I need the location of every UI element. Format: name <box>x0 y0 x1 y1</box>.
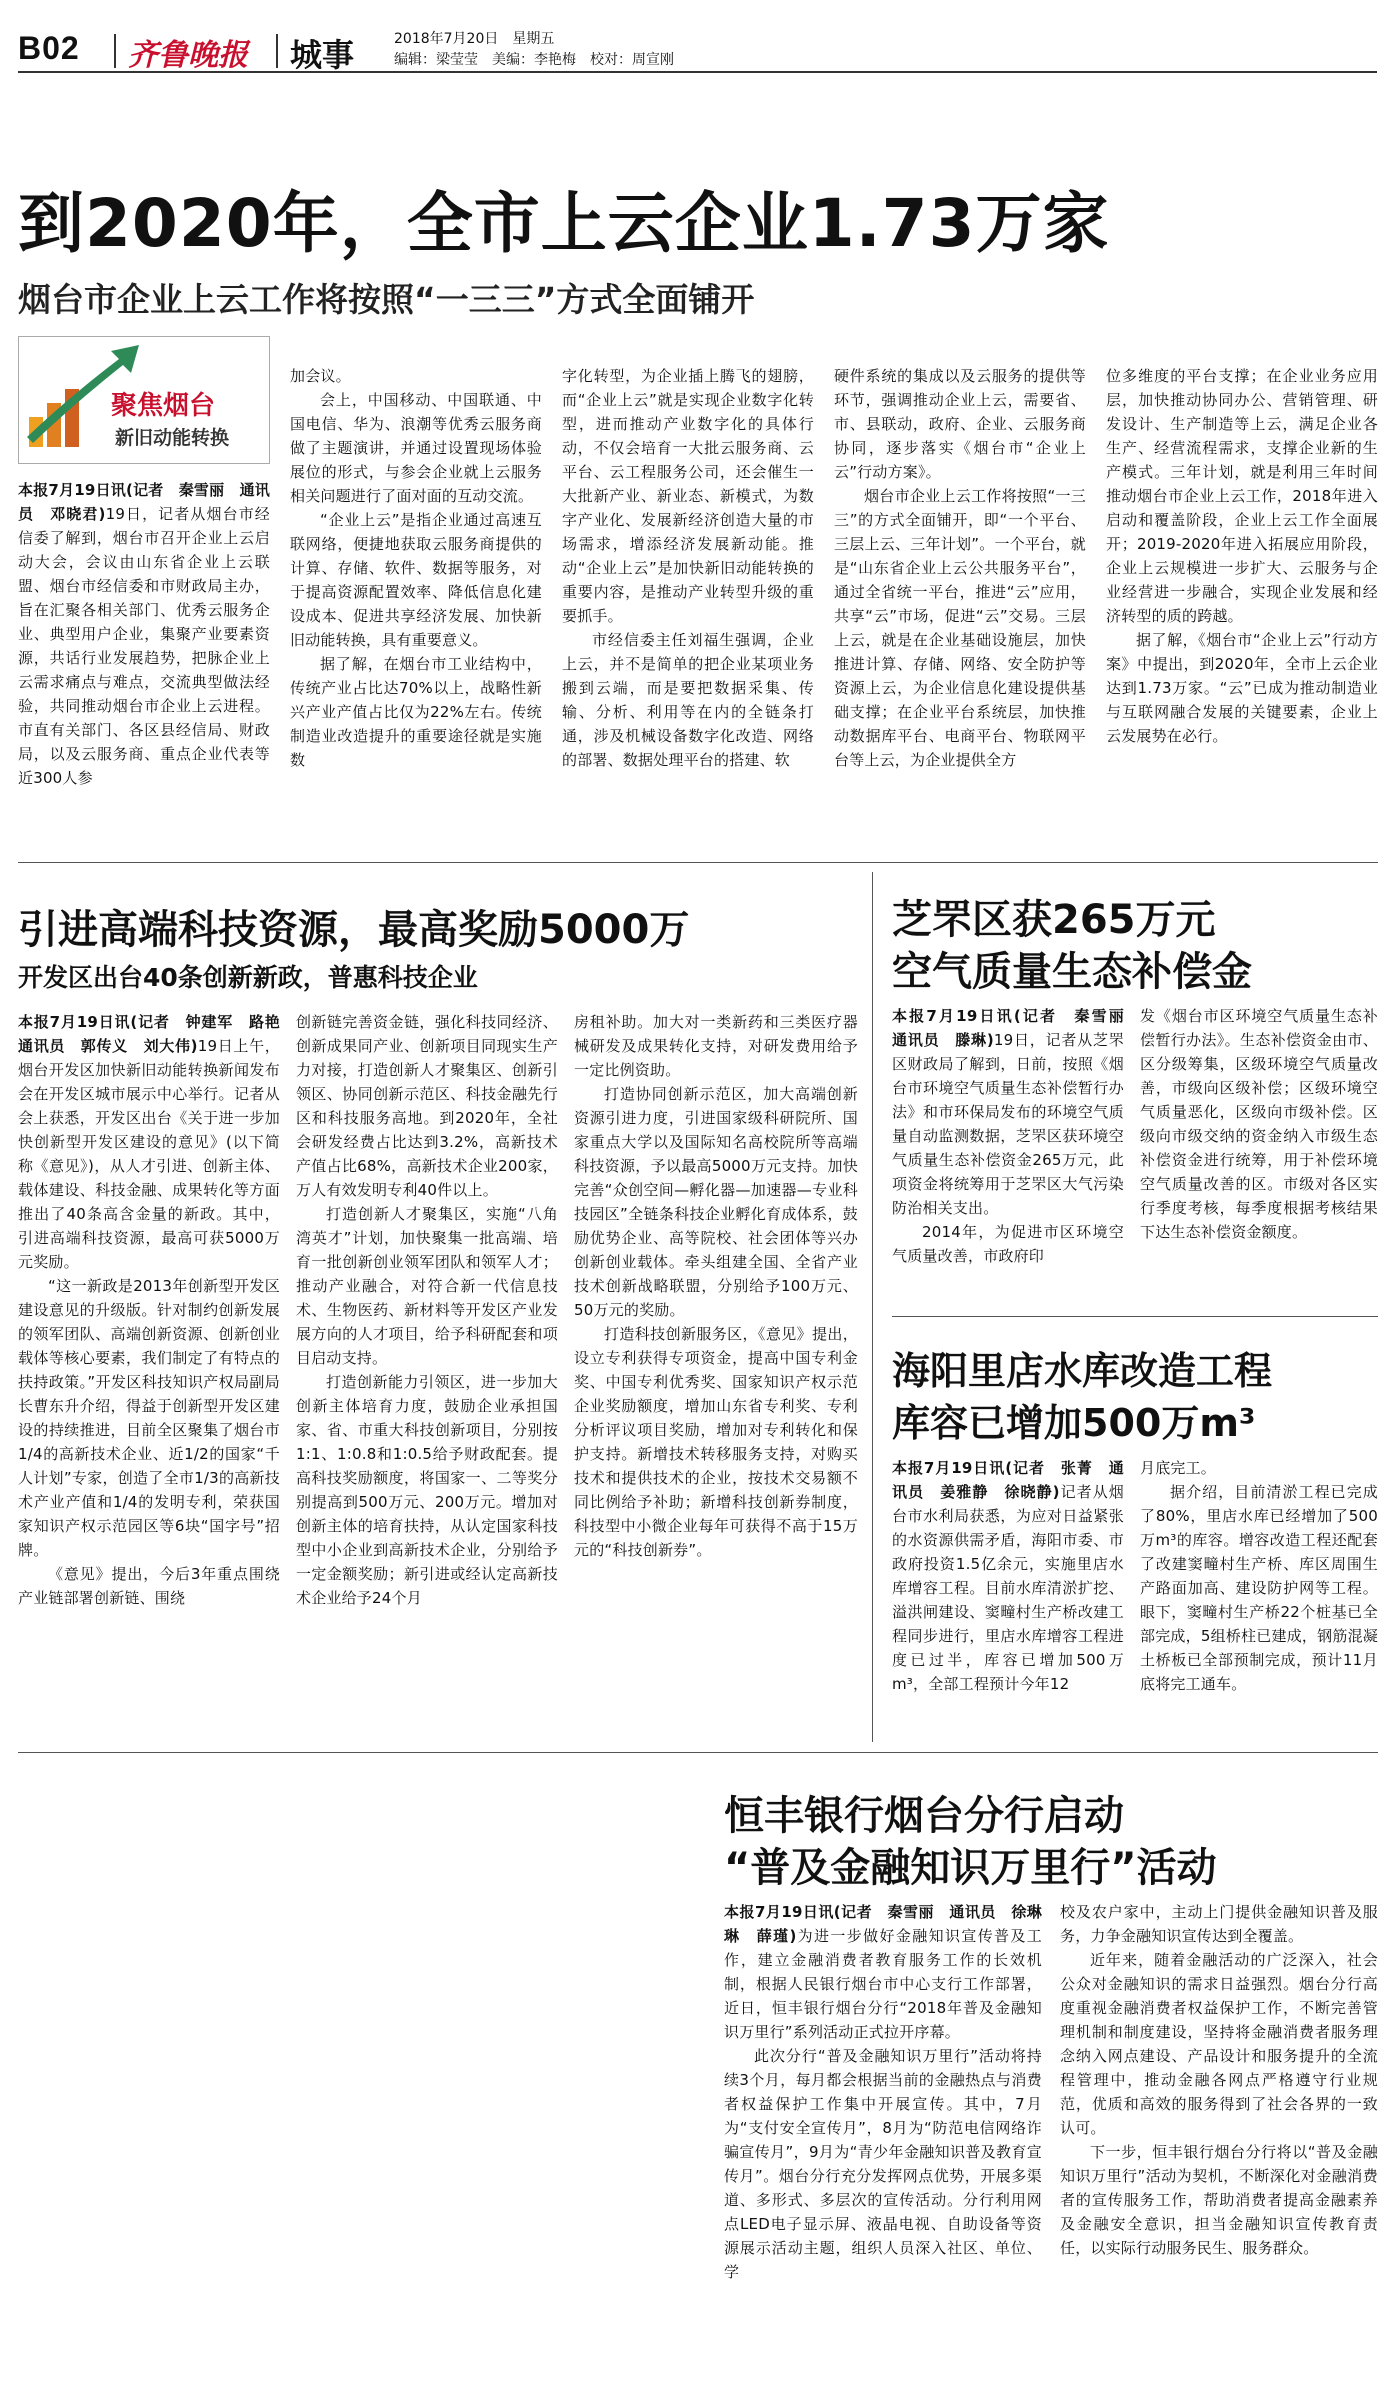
column-badge <box>18 336 270 464</box>
article2-headline: 引进高端科技资源，最高奖励5000万 <box>18 907 690 953</box>
article1-subhead: 烟台市企业上云工作将按照“一三三”方式全面铺开 <box>18 280 755 319</box>
article1-column-3: 字化转型，为企业插上腾飞的翅膀，而“企业上云”就是实现企业数字化转型，进而推动产业数字化的具体行动，不仅会培育一大批云服务商、云平台、云工程服务公司，还会催生一大批新产业、新业态、新模式，为数字产业化、发展新经济创造大量的市场需求，增添经济发展新动能。推动“企业上云”是加快新旧动能转换的重要内容，是推动产业转型升级的重要抓手。 市经信委主任刘福生强调，企业上云，并不是简单的把企业某项业务搬到云端，而是要把数据采集、传输、分析、利用等在内的全链条打通，涉及机械设备数字化改造、网络的部署、数据处理平台的搭建、软 <box>562 367 814 769</box>
badge-title: 聚焦烟台 <box>111 391 216 421</box>
article3-column-2: 发《烟台市区环境空气质量生态补偿暂行办法》。生态补偿资金由市、区分级筹集，区级环境空气质量改善，市级向区级补偿；区级环境空气质量恶化，区级向市级补偿。区级向市级交纳的资金纳入市级生态补偿资金进行统筹，用于补偿环境空气质量改善的区。市级对各区实行季度考核，每季度根据考核结果下达生态补偿资金额度。 <box>1140 1007 1378 1241</box>
article2-dateline: 本报7月19日讯(记者 钟建军 路艳 通讯员 郭传义 刘大伟) <box>18 1013 296 1055</box>
article4-column-1: 本报7月19日讯(记者 张菁 通讯员 姜雅静 徐晓静)记者从烟台市水利局获悉，为应对日益紧张的水资源供需矛盾，海阳市委、市政府投资1.5亿余元，实施里店水库增容工程。目前水库清淤扩挖、溢洪闸建设、窦疃村生产桥改建工程同步进行，里店水库增容工程进度已过半，库容已增加500万m³，全部工程预计今年12 <box>892 1459 1124 1693</box>
article5-column-1: 本报7月19日讯(记者 秦雪丽 通讯员 徐琳琳 薛瑾)为进一步做好金融知识宣传普及工作，建立金融消费者教育服务工作的长效机制，根据人民银行烟台市中心支行工作部署，近日，恒丰银行烟台分行“2018年普及金融知识万里行”系列活动正式拉开序幕。 此次分行“普及金融知识万里行”活动将持续3个月，每月都会根据当前的金融热点与消费者权益保护工作集中开展宣传。其中，7月为“支付安全宣传月”，8月为“防范电信网络诈骗宣传月”，9月为“青少年金融知识普及教育宣传月”。烟台分行充分发挥网点优势，开展多渠道、多形式、多层次的宣传活动。分行利用网点LED电子显示屏、液晶电视、自助设备等资源展示活动主题，组织人员深入社区、单位、学 <box>724 1903 1042 2281</box>
article1-column-2: 加会议。 会上，中国移动、中国联通、中国电信、华为、浪潮等优秀云服务商做了主题演讲，并通过设置现场体验展位的形式，与参会企业就上云服务相关问题进行了面对面的互动交流。 “企业上云”是指企业通过高速互联网络，便捷地获取云服务商提供的计算、存储、软件、数据等服务，对于提高资源配置效率、降低信息化建设成本、促进共享经济发展、加快新旧动能转换，具有重要意义。 据了解，在烟台市工业结构中，传统产业占比达70%以上，战略性新兴产业产值占比仅为22%左右。传统制造业改造提升的重要途径就是实施数 <box>290 367 542 769</box>
masthead-divider <box>276 34 278 68</box>
article4-column-2: 月底完工。 据介绍，目前清淤工程已完成了80%，里店水库已经增加了500万m³的库容。增容改造工程还配套了改建窦疃村生产桥、库区周围生产路面加高、建设防护网等工程。眼下，窦疃村生产桥22个桩基已全部完成，5组桥柱已建成，钢筋混凝土桥板已全部预制完成，预计11月底将完工通车。 <box>1140 1459 1378 1693</box>
paper-logo: 齐鲁晚报 <box>128 38 248 73</box>
article-divider <box>892 1316 1378 1317</box>
section-divider <box>18 1752 1378 1753</box>
badge-subtitle: 新旧动能转换 <box>115 427 230 449</box>
article4-headline-line2: 库容已增加500万m³ <box>892 1401 1256 1445</box>
section-name: 城事 <box>290 36 355 74</box>
staff-credits: 编辑：梁莹莹 美编：李艳梅 校对：周宣刚 <box>394 52 674 68</box>
article3-headline-line2: 空气质量生态补偿金 <box>892 949 1252 995</box>
article1-column-5: 位多维度的平台支撑；在企业业务应用层，加快推动协同办公、营销管理、研发设计、生产制造等上云，满足企业各生产、经营流程需求，支撑企业新的生产模式。三年计划，就是利用三年时间推动烟台市企业上云工作，2018年进入启动和覆盖阶段，企业上云工作全面展开；2019-2020年进入拓展应用阶段，企业上云规模进一步扩大、云服务与企业经营进一步融合，实现企业发展和经济转型的质的跨越。 据了解，《烟台市“企业上云”行动方案》中提出，到2020年，全市上云企业达到1.73万家。“云”已成为推动制造业与互联网融合发展的关键要素，企业上云发展势在必行。 <box>1106 367 1378 745</box>
masthead <box>18 28 1377 73</box>
article2-column-3: 房租补助。加大对一类新药和三类医疗器械研发及成果转化支持，对研发费用给予一定比例资助。 打造协同创新示范区，加大高端创新资源引进力度，引进国家级科研院所、国家重点大学以及国际知名高校院所等高端科技资源，予以最高5000万元支持。加快完善“众创空间—孵化器—加速器—专业科技园区”全链条科技企业孵化育成体系，鼓励优势企业、高等院校、社会团体等兴办创新创业载体。牵头组建全国、全省产业技术创新战略联盟，分别给予100万元、50万元的奖励。 打造科技创新服务区，《意见》提出，设立专利获得专项资金，提高中国专利金奖、中国专利优秀奖、国家知识产权示范企业奖励额度，增加山东省专利奖、专利分析评议项目奖励，增加对专利转化和保护支持。新增技术转移服务支持，对购买技术和提供技术的企业，按技术交易额不同比例给予补助；新增科技创新券制度，科技型中小微企业每年可获得不高于15万元的“科技创新券”。 <box>574 1013 858 1559</box>
masthead-divider <box>114 34 116 68</box>
article1-headline: 到2020年，全市上云企业1.73万家 <box>18 185 1110 262</box>
article4-dateline: 本报7月19日讯(记者 张菁 通讯员 姜雅静 徐晓静) <box>892 1459 1124 1501</box>
article2-column-1: 本报7月19日讯(记者 钟建军 路艳 通讯员 郭传义 刘大伟)19日上午，烟台开发区加快新旧动能转换新闻发布会在开发区城市展示中心举行。记者从会上获悉，开发区出台《关于进一步加快创新型开发区建设的意见》(以下简称《意见》)，从人才引进、创新主体、载体建设、科技金融、成果转化等方面推出了40条高含金量的新政。其中，引进高端科技资源，最高可获5000万元奖励。 “这一新政是2013年创新型开发区建设意见的升级版。针对制约创新发展的领军团队、高端创新资源、创新创业载体等核心要素，我们制定了有特点的扶持政策。”开发区科技知识产权局副局长曹东升介绍，得益于创新型开发区建设的持续推进，目前全区聚集了烟台市1/4的高新技术企业、近1/2的国家“千人计划”专家，创造了全市1/3的高新技术产业产值和1/4的发明专利，荣获国家知识产权示范园区等6块“国字号”招牌。 《意见》提出，今后3年重点围绕产业链部署创新链、围绕 <box>18 1013 296 1607</box>
article1-dateline: 本报7月19日讯(记者 秦雪丽 通讯员 邓晓君) <box>18 481 270 523</box>
column-divider <box>872 872 873 1742</box>
article5-headline-line1: 恒丰银行烟台分行启动 <box>724 1793 1124 1839</box>
article5-column-2: 校及农户家中，主动上门提供金融知识普及服务，力争金融知识宣传达到全覆盖。 近年来，随着金融活动的广泛深入，社会公众对金融知识的需求日益强烈。烟台分行高度重视金融消费者权益保护工作，不断完善管理机制和制度建设，坚持将金融消费者服务理念纳入网点建设、产品设计和服务提升的全流程管理中，推动金融各网点严格遵守行业规范，优质和高效的服务得到了社会各界的一致认可。 下一步，恒丰银行烟台分行将以“普及金融知识万里行”活动为契机，不断深化对金融消费者的宣传服务工作，帮助消费者提高金融素养及金融安全意识，担当金融知识宣传教育责任，以实际行动服务民生、服务群众。 <box>1060 1903 1378 2257</box>
section-divider <box>18 862 1378 863</box>
article1-column-1: 本报7月19日讯(记者 秦雪丽 通讯员 邓晓君)19日，记者从烟台市经信委了解到，烟台市召开企业上云启动大会，会议由山东省企业上云联盟、烟台市经信委和市财政局主办，旨在汇聚各相关部门、优秀云服务企业、典型用户企业，集聚产业要素资源，共话行业发展趋势，把脉企业上云需求痛点与难点，交流典型做法经验，共同推动烟台市企业上云进程。市直有关部门、各区县经信局、财政局，以及云服务商、重点企业代表等近300人参 <box>18 481 270 787</box>
page-number: B02 <box>18 30 80 66</box>
article2-subhead: 开发区出台40条创新新政，普惠科技企业 <box>18 963 478 992</box>
article4-headline-line1: 海阳里店水库改造工程 <box>892 1349 1273 1393</box>
article3-column-1: 本报7月19日讯(记者 秦雪丽 通讯员 滕琳)19日，记者从芝罘区财政局了解到，日前，按照《烟台市环境空气质量生态补偿暂行办法》和市环保局发布的环境空气质量自动监测数据，芝罘区获环境空气质量生态补偿资金265万元，此项资金将统筹用于芝罘区大气污染防治相关支出。 2014年，为促进市区环境空气质量改善，市政府印 <box>892 1007 1140 1265</box>
article5-headline-line2: “普及金融知识万里行”活动 <box>724 1845 1217 1891</box>
article1-column-4: 硬件系统的集成以及云服务的提供等环节，强调推动企业上云，需要省、市、县联动，政府、企业、云服务商协同，逐步落实《烟台市“企业上云”行动方案》。 烟台市企业上云工作将按照“一三三”的方式全面铺开，即“一个平台、三层上云、三年计划”。一个平台，就是“山东省企业上云公共服务平台”，通过全省统一平台，推进“云”应用，共享“云”市场，促进“云”交易。三层上云，就是在企业基础设施层，加快推进计算、存储、网络、安全防护等资源上云，为企业信息化建设提供基础支撑；在企业平台系统层，加快推动数据库平台、电商平台、物联网平台等上云，为企业提供全方 <box>834 367 1086 769</box>
issue-date: 2018年7月20日 星期五 <box>394 31 555 47</box>
article5-dateline: 本报7月19日讯(记者 秦雪丽 通讯员 徐琳琳 薛瑾) <box>724 1903 1042 1945</box>
article2-column-2: 创新链完善资金链，强化科技同经济、创新成果同产业、创新项目同现实生产力对接，打造创新人才聚集区、创新引领区、协同创新示范区、科技金融先行区和科技服务高地。到2020年，全社会研发经费占比达到3.2%，高新技术产值占比68%，高新技术企业200家，万人有效发明专利40件以上。 打造创新人才聚集区，实施“八角湾英才”计划，加快聚集一批高端、培育一批创新创业领军团队和领军人才；推动产业融合，对符合新一代信息技术、生物医药、新材料等开发区产业发展方向的人才项目，给予科研配套和项目启动支持。 打造创新能力引领区，进一步加大创新主体培育力度，鼓励企业承担国家、省、市重大科技创新项目，分别按1:1、1:0.8和1:0.5给予财政配套。提高科技奖励额度，将国家一、二等奖分别提高到500万元、200万元。增加对创新主体的培育扶持，从认定国家科技型中小企业到高新技术企业，分别给予一定金额奖励；新引进或经认定高新技术企业给予24个月 <box>296 1013 558 1607</box>
article3-headline-line1: 芝罘区获265万元 <box>892 897 1216 943</box>
article3-dateline: 本报7月19日讯(记者 秦雪丽 通讯员 滕琳) <box>892 1007 1140 1049</box>
